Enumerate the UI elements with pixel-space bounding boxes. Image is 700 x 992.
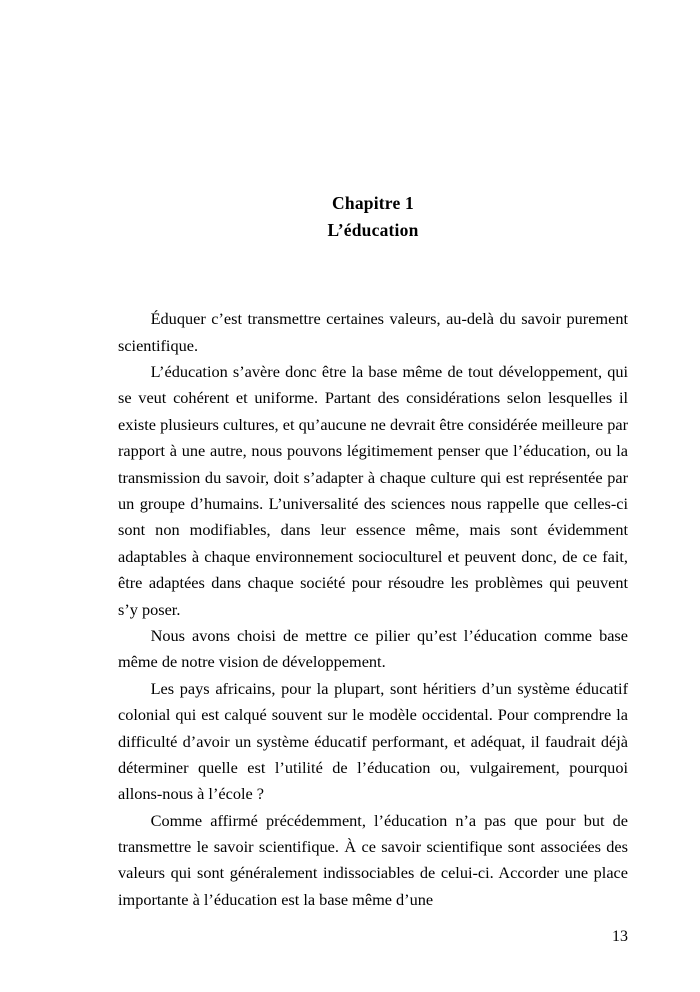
paragraph: L’éducation s’avère donc être la base même de tout développement, qui se veut cohérent et uniforme. Partant des considérations selon lesquelles il existe plusieurs cultures, et qu’aucune ne devrait être considérée meilleure par rapport à une autre, nous pouvons légitimement penser que l’éducation, ou la transmission du savoir, doit s’adapter à chaque culture qui est représentée par un groupe d’humains. L’universalité des sciences nous rappelle que celles-ci sont non modifiables, dans leur essence même, mais sont évidemment adaptables à chaque environnement socioculturel et peuvent donc, de ce fait, être adaptées dans chaque société pour résoudre les problèmes qui peuvent s’y poser. [118, 362, 628, 619]
paragraph: Les pays africains, pour la plupart, sont héritiers d’un système éducatif colonial qui est calqué souvent sur le modèle occidental. Pour comprendre la difficulté d’avoir un système éducatif performant, et adéquat, il faudrait déjà déterminer quelle est l’utilité de l’éducation ou, vulgairement, pourquoi allons-nous à l’école ? [118, 678, 628, 804]
body-text [118, 306, 628, 913]
chapter-heading [118, 190, 628, 244]
chapter-number: Chapitre 1 [332, 193, 414, 213]
page-content [118, 190, 628, 913]
paragraph: Éduquer c’est transmettre certaines valeurs, au-delà du savoir purement scientifique. [118, 309, 628, 355]
paragraph: Comme affirmé précédemment, l’éducation n’a pas que pour but de transmettre le savoir scientifique. À ce savoir scientifique sont associées des valeurs qui sont généralement indissociables de celui-ci. Accorder une place importante à l’éducation est la base même d’une [118, 810, 628, 909]
paragraph: Nous avons choisi de mettre ce pilier qu’est l’éducation comme base même de notre vision de développement. [118, 625, 628, 672]
chapter-title: L’éducation [327, 220, 419, 241]
page-number: 13 [612, 928, 628, 945]
